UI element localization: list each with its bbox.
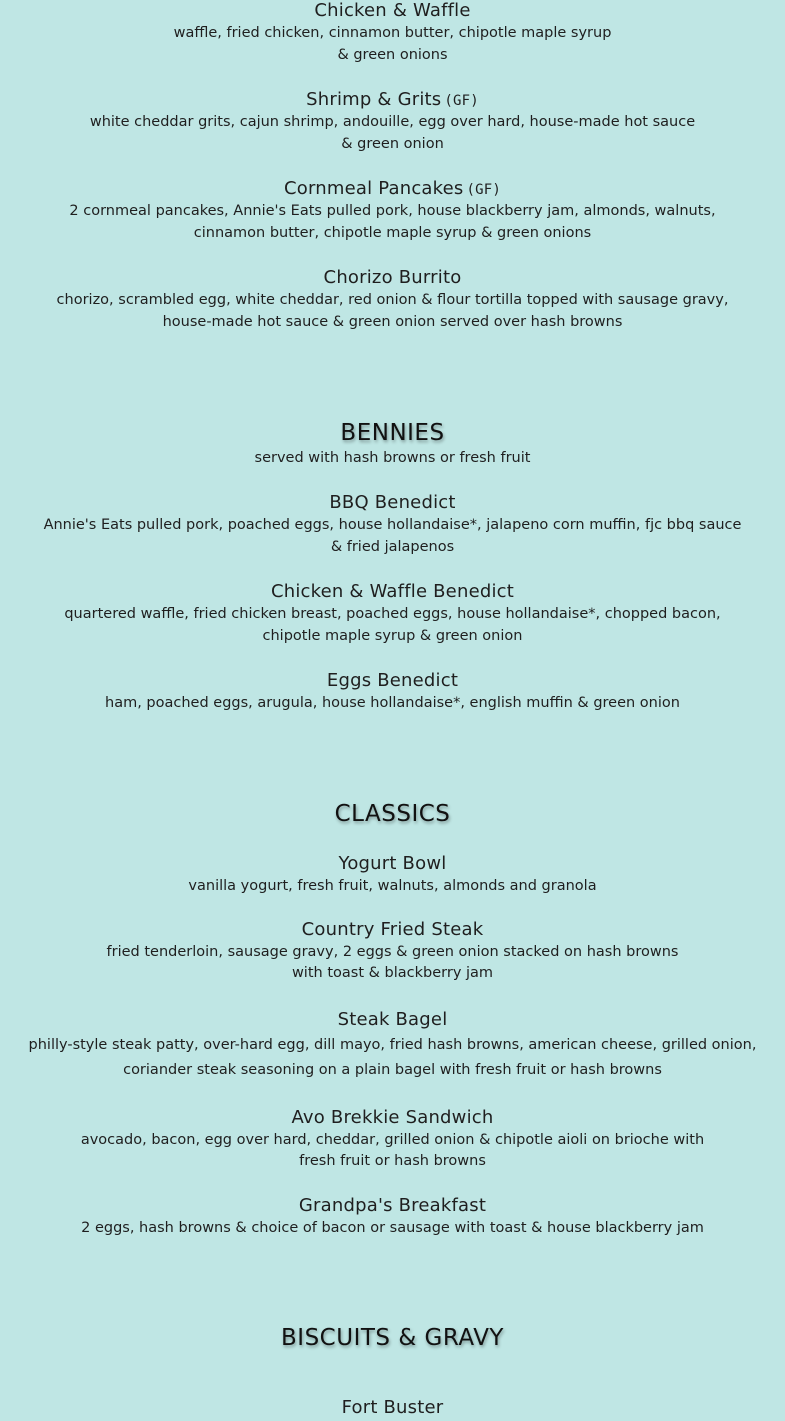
menu-item-description: fried tenderloin, sausage gravy, 2 eggs & green onion stacked on hash browns <box>106 944 679 960</box>
menu-item-description: 2 cornmeal pancakes, Annie's Eats pulled pork, house blackberry jam, almonds, walnuts, <box>69 203 716 219</box>
menu-item-description: house-made hot sauce & green onion served over hash browns <box>162 314 623 330</box>
menu-item-description: & green onions <box>337 47 448 63</box>
gluten-free-tag: (GF) <box>444 93 479 109</box>
menu-item-name: Grandpa's Breakfast <box>298 1195 487 1216</box>
section-heading-classics: CLASSICS <box>334 801 451 827</box>
menu-item-description: vanilla yogurt, fresh fruit, walnuts, almonds and granola <box>188 878 597 894</box>
section-heading-biscuits-gravy: BISCUITS & GRAVY <box>281 1325 504 1351</box>
menu-item-name: Eggs Benedict <box>326 670 459 691</box>
menu-item-description: with toast & blackberry jam <box>291 965 494 981</box>
menu-item-description: philly-style steak patty, over-hard egg, dill mayo, fried hash browns, american cheese, grilled onion, <box>28 1037 757 1053</box>
section-subtitle: served with hash browns or fresh fruit <box>254 450 531 466</box>
menu-item-description: avocado, bacon, egg over hard, cheddar, grilled onion & chipotle aioli on brioche with <box>80 1132 705 1148</box>
menu-item-name: Cornmeal Pancakes (GF) <box>284 178 501 199</box>
menu-item-description: Annie's Eats pulled pork, poached eggs, house hollandaise*, jalapeno corn muffin, fjc bbq sauce <box>43 517 742 533</box>
menu-item-name: Chorizo Burrito <box>323 267 462 288</box>
menu-item-description: & fried jalapenos <box>330 539 455 555</box>
menu-item-description: coriander steak seasoning on a plain bagel with fresh fruit or hash browns <box>123 1062 662 1078</box>
gluten-free-tag: (GF) <box>466 182 501 198</box>
menu-item-name: Country Fried Steak <box>301 919 484 940</box>
menu-item-name: Chicken & Waffle <box>314 0 471 21</box>
menu-item-description: & green onion <box>341 136 444 152</box>
menu-item-description: quartered waffle, fried chicken breast, poached eggs, house hollandaise*, chopped bacon, <box>64 606 721 622</box>
menu-item-description: chorizo, scrambled egg, white cheddar, red onion & flour tortilla topped with sausage gravy, <box>56 292 729 308</box>
menu-item-name: Fort Buster <box>341 1397 444 1418</box>
menu-item-description: 2 eggs, hash browns & choice of bacon or sausage with toast & house blackberry jam <box>81 1220 704 1236</box>
menu-item-description: chipotle maple syrup & green onion <box>262 628 523 644</box>
menu-item-name: Shrimp & Grits (GF) <box>306 89 479 110</box>
menu-item-name: BBQ Benedict <box>329 492 456 513</box>
menu-item-description: white cheddar grits, cajun shrimp, andouille, egg over hard, house-made hot sauce <box>89 114 696 130</box>
menu-item-description: fresh fruit or hash browns <box>299 1153 486 1169</box>
menu-item-name: Yogurt Bowl <box>338 853 447 874</box>
menu-item-name: Chicken & Waffle Benedict <box>270 581 515 602</box>
menu-item-description: cinnamon butter, chipotle maple syrup & green onions <box>193 225 592 241</box>
section-heading-bennies: BENNIES <box>340 420 445 446</box>
menu-item-description: waffle, fried chicken, cinnamon butter, chipotle maple syrup <box>173 25 612 41</box>
menu-item-name: Avo Brekkie Sandwich <box>291 1107 494 1128</box>
menu-item-name: Steak Bagel <box>337 1009 448 1030</box>
menu-item-description: ham, poached eggs, arugula, house hollandaise*, english muffin & green onion <box>105 695 680 711</box>
